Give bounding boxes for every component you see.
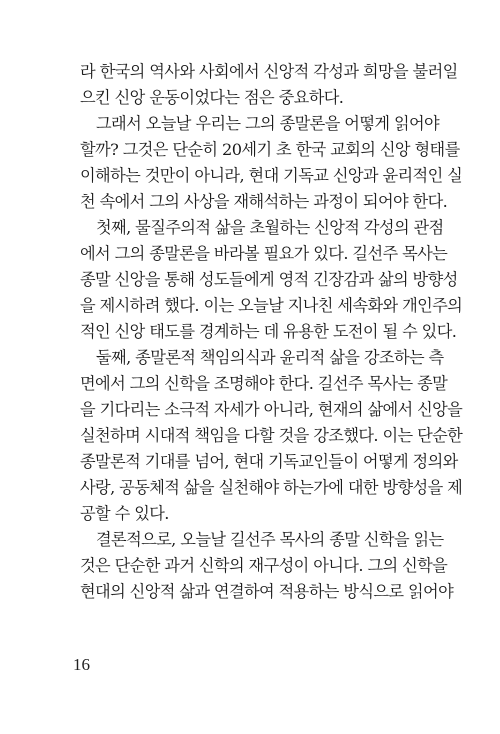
paragraph-1: [80, 59, 458, 111]
text-line: 이해하는 것만이 아니라, 현대 기독교 신앙과 윤리적인 실: [80, 166, 463, 185]
paragraph-3: [80, 215, 463, 345]
paragraph-2: [80, 111, 463, 215]
text-line: 라 한국의 역사와 사회에서 신앙적 각성과 희망을 불러일: [80, 62, 458, 81]
text-line: 에서 그의 종말론을 바라볼 필요가 있다. 길선주 목사는: [80, 244, 448, 263]
paragraph-5: [80, 527, 454, 605]
text-line: 을 기다리는 소극적 자세가 아니라, 현재의 삶에서 신앙을: [80, 400, 463, 419]
text-line: 공할 수 있다.: [80, 504, 169, 523]
text-line: 면에서 그의 신학을 조명해야 한다. 길선주 목사는 종말: [80, 374, 448, 393]
text-line: 으킨 신앙 운동이었다는 점은 중요하다.: [80, 88, 344, 107]
body-text: [80, 59, 463, 605]
text-line: 실천하며 시대적 책임을 다할 것을 강조했다. 이는 단순한: [80, 426, 463, 445]
text-line: 천 속에서 그의 사상을 재해석하는 과정이 되어야 한다.: [80, 192, 448, 211]
text-line: 현대의 신앙적 삶과 연결하여 적용하는 방식으로 읽어야: [80, 582, 454, 601]
text-line: 적인 신앙 태도를 경계하는 데 유용한 도전이 될 수 있다.: [80, 322, 457, 341]
text-line: 그래서 오늘날 우리는 그의 종말론을 어떻게 읽어야: [96, 114, 440, 133]
text-line: 할까? 그것은 단순히 20세기 초 한국 교회의 신앙 형태를: [80, 140, 460, 159]
text-line: 둘째, 종말론적 책임의식과 윤리적 삶을 강조하는 측: [96, 348, 444, 367]
text-line: 을 제시하려 했다. 이는 오늘날 지나친 세속화와 개인주의: [80, 296, 463, 315]
text-line: 종말 신앙을 통해 성도들에게 영적 긴장감과 삶의 방향성: [80, 270, 458, 289]
page-number: 16: [73, 655, 90, 674]
text-line: 종말론적 기대를 넘어, 현대 기독교인들이 어떻게 정의와: [80, 452, 458, 471]
text-line: 결론적으로, 오늘날 길선주 목사의 종말 신학을 읽는: [96, 530, 444, 549]
text-line: 사랑, 공동체적 삶을 실천해야 하는가에 대한 방향성을 제: [80, 478, 463, 497]
text-line: 첫째, 물질주의적 삶을 초월하는 신앙적 각성의 관점: [96, 218, 444, 237]
paragraph-4: [80, 345, 463, 527]
text-line: 것은 단순한 과거 신학의 재구성이 아니다. 그의 신학을: [80, 556, 448, 575]
